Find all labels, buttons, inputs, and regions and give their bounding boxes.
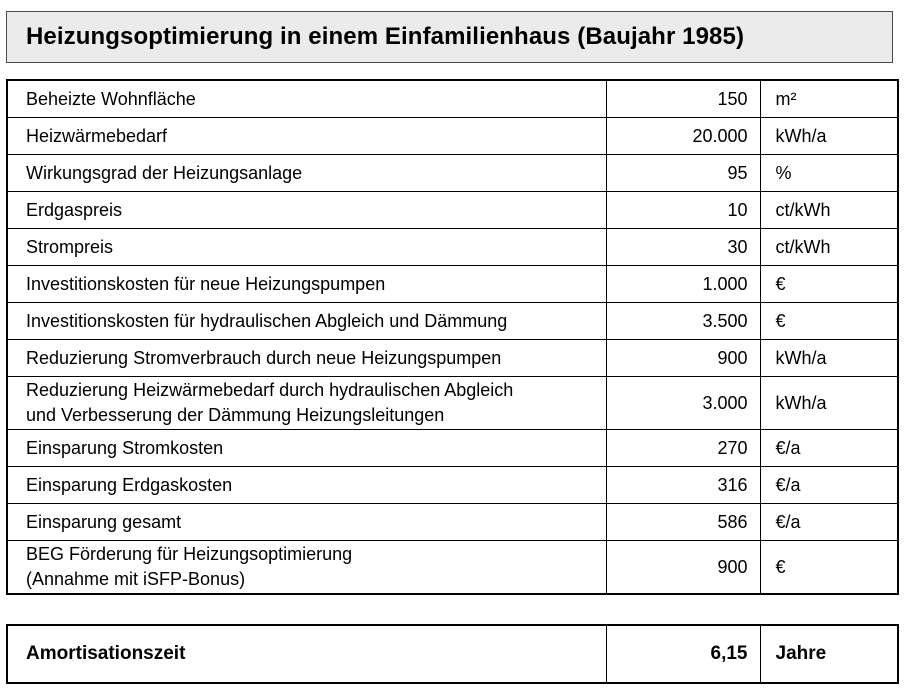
row-unit: €/a	[760, 430, 898, 467]
row-label-line: (Annahme mit iSFP-Bonus)	[26, 569, 246, 589]
row-value: 586	[606, 504, 760, 541]
table-row	[7, 467, 898, 504]
row-unit: €/a	[760, 504, 898, 541]
row-label	[7, 467, 606, 504]
table-row	[7, 155, 898, 192]
row-label	[7, 504, 606, 541]
result-table	[6, 624, 899, 684]
row-unit: €/a	[760, 467, 898, 504]
row-value: 900	[606, 541, 760, 595]
row-label	[7, 118, 606, 155]
result-value: 6,15	[606, 625, 760, 683]
data-table	[6, 79, 899, 595]
table-row	[7, 118, 898, 155]
row-label-line: Reduzierung Stromverbrauch durch neue Heizungspumpen	[26, 348, 502, 368]
table-row	[7, 541, 898, 595]
row-label-line: BEG Förderung für Heizungsoptimierung	[26, 544, 353, 564]
table-row	[7, 192, 898, 229]
row-label-line: Einsparung Erdgaskosten	[26, 475, 233, 495]
table-row	[7, 266, 898, 303]
result-unit: Jahre	[760, 625, 898, 683]
table-row	[7, 340, 898, 377]
row-unit: €	[760, 266, 898, 303]
row-label	[7, 340, 606, 377]
row-label-line: Einsparung gesamt	[26, 512, 182, 532]
row-value: 1.000	[606, 266, 760, 303]
row-label-line: Einsparung Stromkosten	[26, 438, 224, 458]
row-label-line: Beheizte Wohnfläche	[26, 89, 196, 109]
row-unit: kWh/a	[760, 340, 898, 377]
row-label	[7, 430, 606, 467]
row-label	[7, 377, 606, 430]
row-unit: €	[760, 541, 898, 595]
row-label	[7, 541, 606, 595]
row-label-line: Wirkungsgrad der Heizungsanlage	[26, 163, 303, 183]
row-label	[7, 80, 606, 118]
row-label-line: Investitionskosten für neue Heizungspumpen	[26, 274, 386, 294]
row-unit: kWh/a	[760, 118, 898, 155]
row-unit: kWh/a	[760, 377, 898, 430]
row-value: 3.500	[606, 303, 760, 340]
row-value: 3.000	[606, 377, 760, 430]
table-row	[7, 377, 898, 430]
table-row	[7, 229, 898, 266]
row-value: 20.000	[606, 118, 760, 155]
row-value: 270	[606, 430, 760, 467]
row-value: 150	[606, 80, 760, 118]
row-value: 900	[606, 340, 760, 377]
row-label-line: Erdgaspreis	[26, 200, 123, 220]
row-label	[7, 266, 606, 303]
table-row	[7, 303, 898, 340]
row-unit: m²	[760, 80, 898, 118]
row-label-line: und Verbesserung der Dämmung Heizungsleitungen	[26, 405, 445, 425]
row-label-line: Reduzierung Heizwärmebedarf durch hydraulischen Abgleich	[26, 380, 514, 400]
table-row	[7, 504, 898, 541]
row-label-line: Investitionskosten für hydraulischen Abgleich und Dämmung	[26, 311, 508, 331]
row-unit: %	[760, 155, 898, 192]
row-label	[7, 192, 606, 229]
row-value: 30	[606, 229, 760, 266]
table-row	[7, 80, 898, 118]
row-value: 316	[606, 467, 760, 504]
row-value: 10	[606, 192, 760, 229]
row-unit: €	[760, 303, 898, 340]
row-value: 95	[606, 155, 760, 192]
result-label: Amortisationszeit	[7, 625, 606, 683]
row-unit: ct/kWh	[760, 192, 898, 229]
result-row	[7, 625, 898, 683]
row-label	[7, 303, 606, 340]
page-title: Heizungsoptimierung in einem Einfamilienhaus (Baujahr 1985)	[26, 23, 745, 50]
row-label-line: Heizwärmebedarf	[26, 126, 168, 146]
row-label-line: Strompreis	[26, 237, 114, 257]
table-row	[7, 430, 898, 467]
row-label	[7, 155, 606, 192]
row-unit: ct/kWh	[760, 229, 898, 266]
row-label	[7, 229, 606, 266]
title-box	[6, 11, 893, 63]
